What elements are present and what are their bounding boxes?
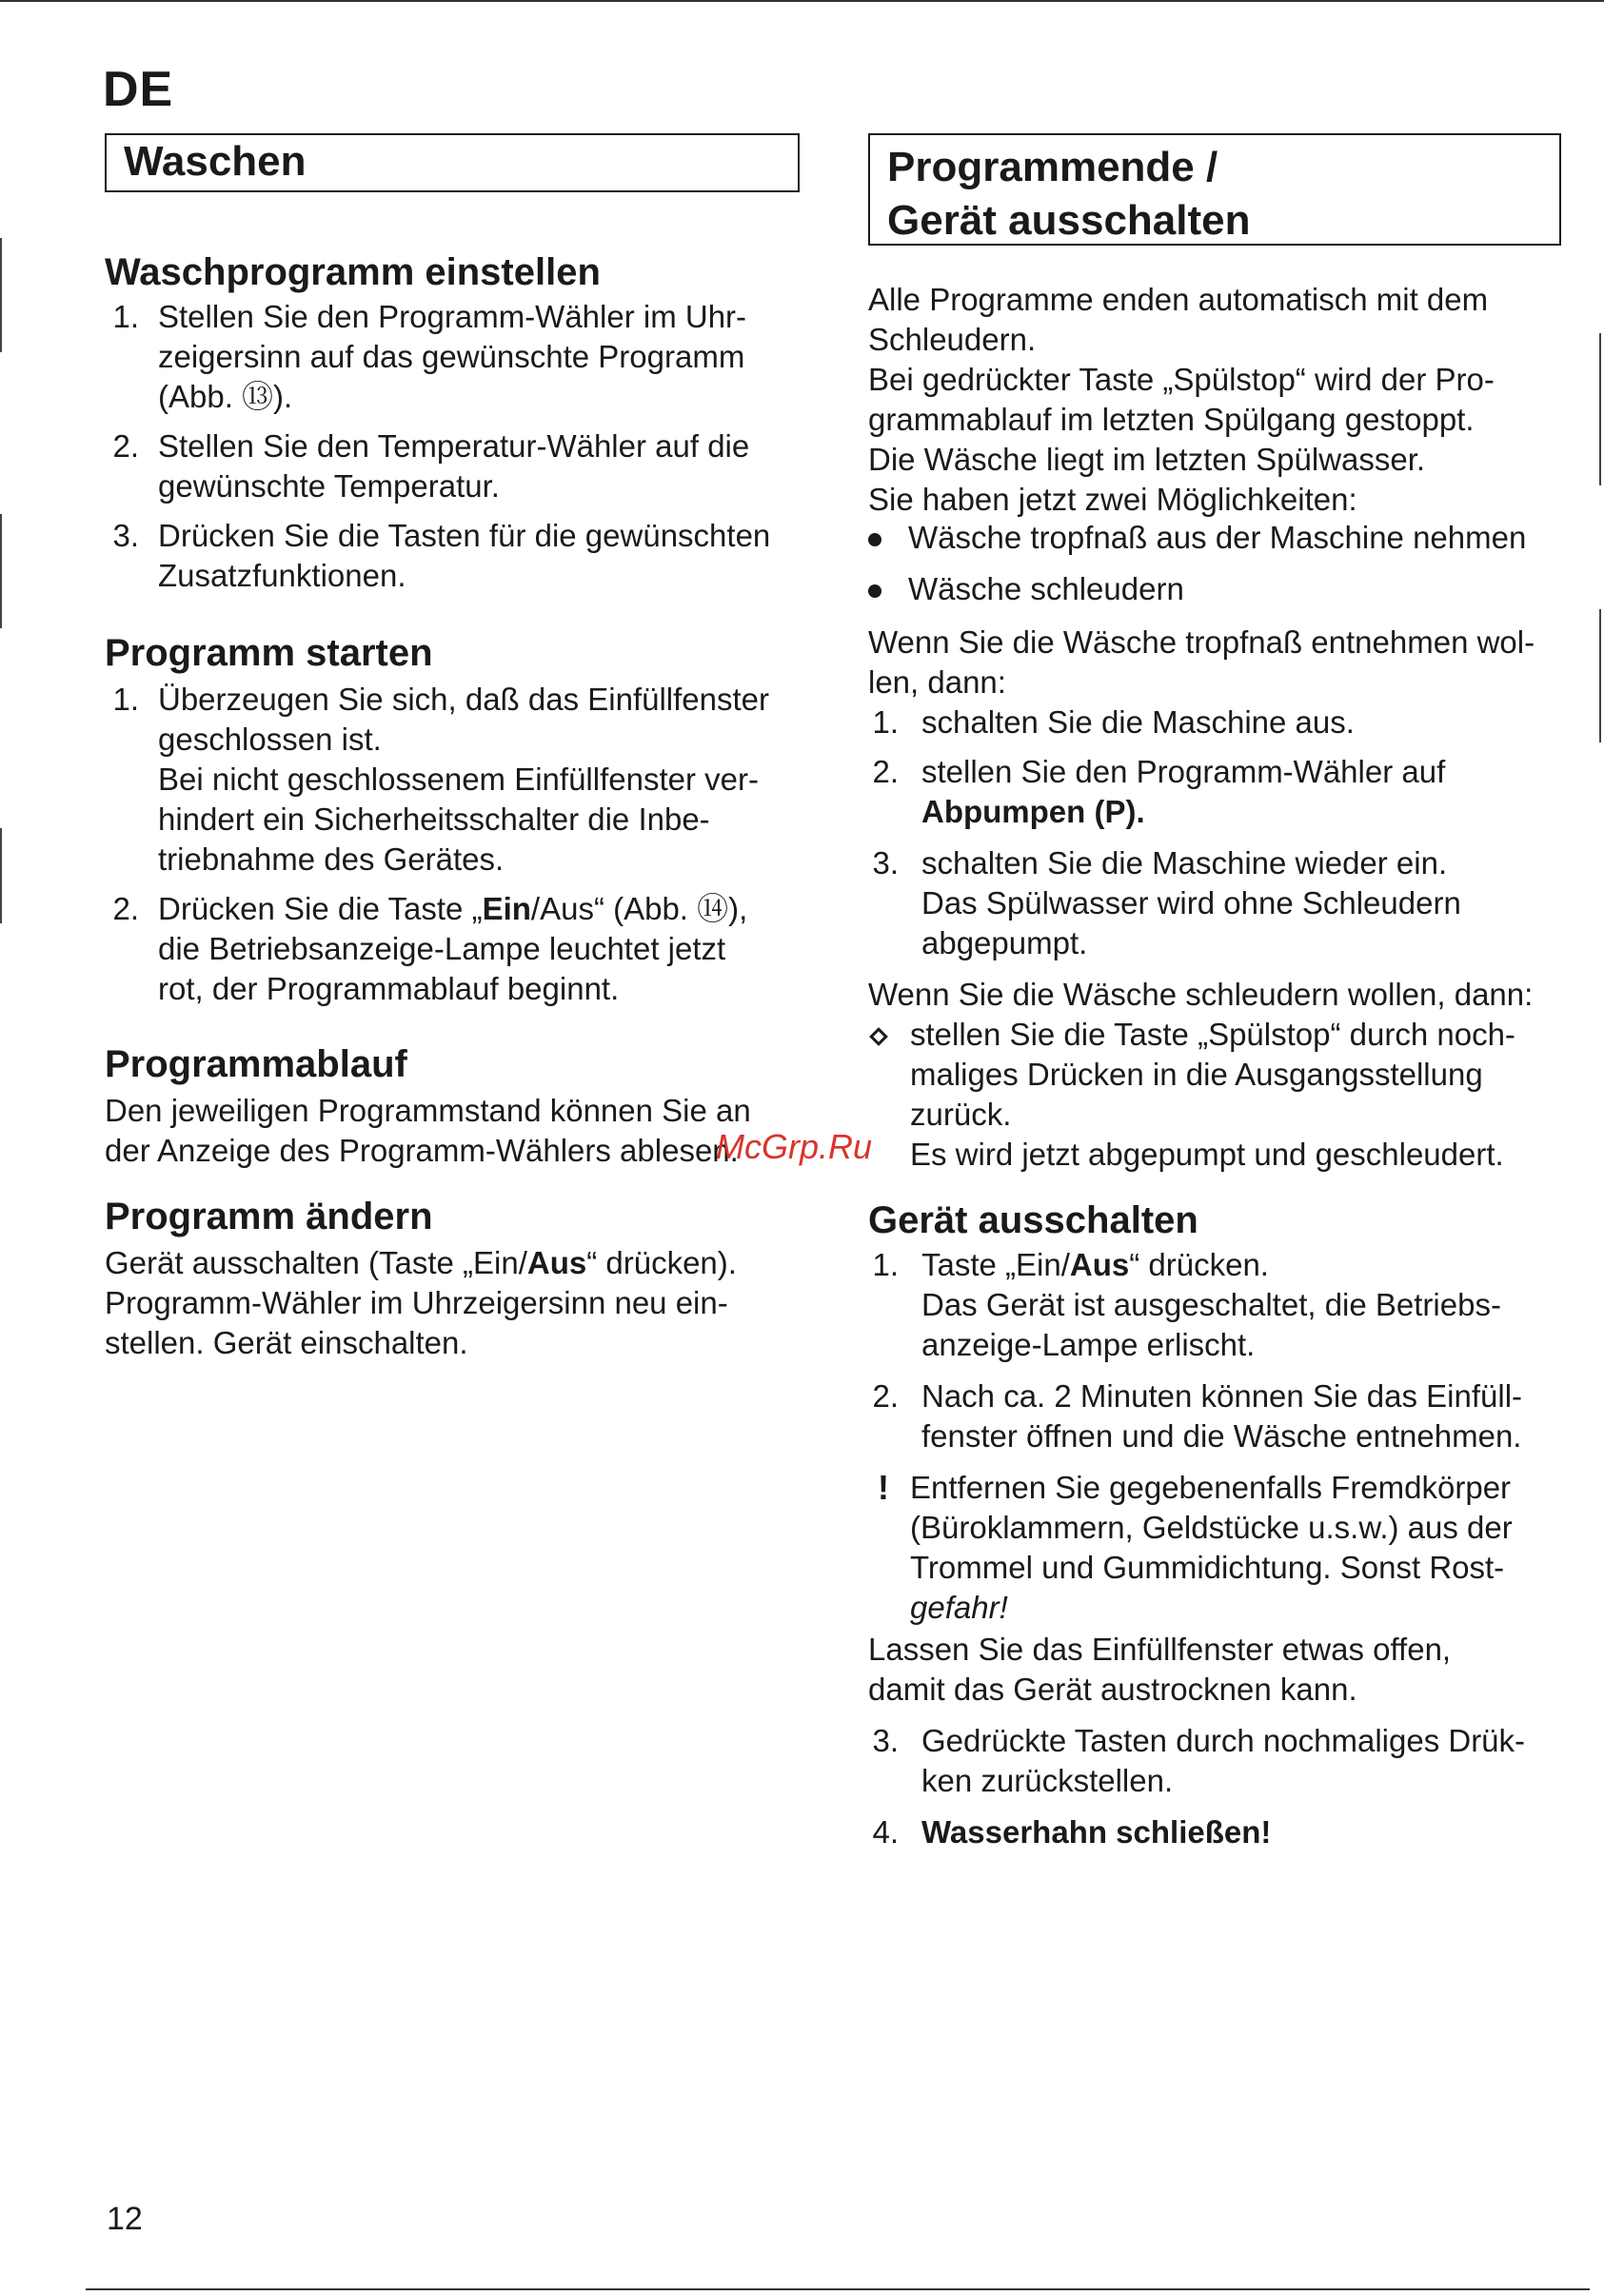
- list-text: Bei nicht geschlossenem Einfüllfenster ver-: [158, 762, 759, 797]
- heading-programm-aendern: Programm ändern: [105, 1196, 433, 1237]
- list-text: Überzeugen Sie sich, daß das Einfüllfenster: [158, 682, 770, 717]
- list-number: 4.: [872, 1814, 899, 1850]
- list-item: [86, 680, 809, 884]
- list-text-bold: Wasserhahn schließen!: [921, 1814, 1272, 1850]
- paragraph: Gerät ausschalten (Taste „Ein/Aus“ drücken). Programm-Wähler im Uhrzeigersinn neu ein- stellen. Gerät einschalten.: [105, 1245, 737, 1360]
- section-box-title: Programmende /: [887, 144, 1218, 190]
- list-item: [86, 426, 809, 512]
- list-text: gewünschte Temperatur.: [158, 468, 500, 504]
- list-item: [845, 843, 1588, 967]
- left-edge-mark: [0, 514, 2, 628]
- section-box-title: Gerät ausschalten: [887, 197, 1251, 244]
- list-number: 1.: [112, 682, 139, 717]
- list-item: [845, 1376, 1588, 1462]
- heading-waschprogramm-einstellen: Waschprogramm einstellen: [105, 251, 601, 293]
- heading-geraet-ausschalten: Gerät ausschalten: [868, 1199, 1198, 1241]
- list-text: anzeige-Lampe erlischt.: [921, 1327, 1256, 1362]
- list-item: [845, 1245, 1588, 1369]
- list-item: [86, 297, 809, 421]
- bullet-icon: [868, 584, 881, 598]
- list-text: Drücken Sie die Tasten für die gewünschten: [158, 518, 771, 553]
- list-text: rot, der Programmablauf beginnt.: [158, 971, 620, 1006]
- list-number: 1.: [872, 704, 899, 740]
- paragraph: Alle Programme enden automatisch mit dem Schleudern. Bei gedrückter Taste „Spülstop“ wird der Pro- grammablauf im letzten Spülgang gestoppt. Die Wäsche liegt im letzten Spülwasser. Sie haben jetzt zwei Möglichkeiten:: [868, 282, 1495, 517]
- list-text: Gedrückte Tasten durch nochmaliges Drük-: [921, 1723, 1526, 1758]
- list-number: 3.: [872, 845, 899, 881]
- section-box-title: Waschen: [124, 138, 307, 185]
- list-item: [845, 703, 1588, 742]
- list-text: Drücken Sie die Taste „Ein/Aus“ (Abb. ⑭),: [158, 891, 748, 926]
- list-item: [86, 516, 809, 602]
- warning-icon: !: [878, 1468, 889, 1507]
- list-text: schalten Sie die Maschine wieder ein.: [921, 845, 1448, 881]
- language-code: DE: [103, 62, 174, 117]
- page-number: 12: [107, 2201, 143, 2237]
- list-text: zeigersinn auf das gewünschte Programm: [158, 339, 745, 374]
- bottom-edge-line: [86, 2288, 1590, 2290]
- paragraph: Wenn Sie die Wäsche tropfnaß entnehmen wol- len, dann:: [868, 624, 1535, 700]
- list-text: hindert ein Sicherheitsschalter die Inbe-: [158, 802, 710, 837]
- list-item: [845, 752, 1588, 838]
- diamond-bullet-icon: [869, 1027, 888, 1046]
- paragraph: Den jeweiligen Programmstand können Sie an der Anzeige des Programm-Wählers ablesen.: [105, 1093, 751, 1168]
- list-text: schalten Sie die Maschine aus.: [921, 704, 1355, 740]
- list-text: Taste „Ein/Aus“ drücken.: [921, 1247, 1269, 1282]
- bullet-icon: [868, 533, 881, 546]
- left-edge-mark: [0, 828, 2, 923]
- top-edge-line: [0, 0, 1604, 2]
- list-item: [845, 1721, 1588, 1807]
- list-number: 3.: [872, 1723, 899, 1758]
- list-text: fenster öffnen und die Wäsche entnehmen.: [921, 1418, 1522, 1454]
- bullet-text: Wäsche schleudern: [908, 571, 1184, 606]
- list-item: [845, 1812, 1588, 1852]
- heading-programmablauf: Programmablauf: [105, 1043, 407, 1085]
- list-item: [86, 889, 809, 1013]
- list-text: geschlossen ist.: [158, 722, 382, 757]
- list-text: Zusatzfunktionen.: [158, 558, 406, 593]
- list-text: Stellen Sie den Temperatur-Wähler auf die: [158, 428, 750, 464]
- right-edge-mark: [1599, 333, 1601, 485]
- list-text: (Abb. ⑬).: [158, 379, 293, 414]
- list-text-bold: Abpumpen (P).: [921, 794, 1145, 829]
- list-text: die Betriebsanzeige-Lampe leuchtet jetzt: [158, 931, 726, 966]
- list-number: 2.: [112, 428, 139, 464]
- right-edge-mark: [1599, 609, 1601, 742]
- list-text: Das Gerät ist ausgeschaltet, die Betriebs-: [921, 1287, 1501, 1322]
- list-number: 2.: [112, 891, 139, 926]
- heading-programm-starten: Programm starten: [105, 632, 433, 674]
- list-text: ken zurückstellen.: [921, 1763, 1174, 1798]
- list-text: Stellen Sie den Programm-Wähler im Uhr-: [158, 299, 747, 334]
- list-number: 2.: [872, 1378, 899, 1414]
- list-number: 1.: [112, 299, 139, 334]
- section-box-waschen: [105, 133, 800, 192]
- list-number: 1.: [872, 1247, 899, 1282]
- list-number: 3.: [112, 518, 139, 553]
- section-box-programmende: [868, 133, 1561, 246]
- list-text: abgepumpt.: [921, 925, 1088, 960]
- list-text: Nach ca. 2 Minuten können Sie das Einfüll-: [921, 1378, 1523, 1414]
- paragraph: Lassen Sie das Einfüllfenster etwas offen, damit das Gerät austrocknen kann.: [868, 1632, 1452, 1707]
- paragraph: Wenn Sie die Wäsche schleudern wollen, dann:: [868, 977, 1534, 1012]
- left-edge-mark: [0, 238, 2, 352]
- bullet-text: Wäsche tropfnaß aus der Maschine nehmen: [908, 520, 1527, 555]
- list-number: 2.: [872, 754, 899, 789]
- list-text: triebnahme des Gerätes.: [158, 841, 505, 877]
- warning-text: Entfernen Sie gegebenenfalls Fremdkörper (Büroklammern, Geldstücke u.s.w.) aus der Trommel und Gummidichtung. Sonst Rost- gefahr!: [910, 1470, 1513, 1625]
- list-text: Das Spülwasser wird ohne Schleudern: [921, 885, 1461, 920]
- diamond-item-text: stellen Sie die Taste „Spülstop“ durch noch- maliges Drücken in die Ausgangsstellung zurück. Es wird jetzt abgepumpt und geschleudert.: [910, 1017, 1515, 1172]
- watermark: McGrp.Ru: [716, 1127, 873, 1166]
- list-text: stellen Sie den Programm-Wähler auf: [921, 754, 1446, 789]
